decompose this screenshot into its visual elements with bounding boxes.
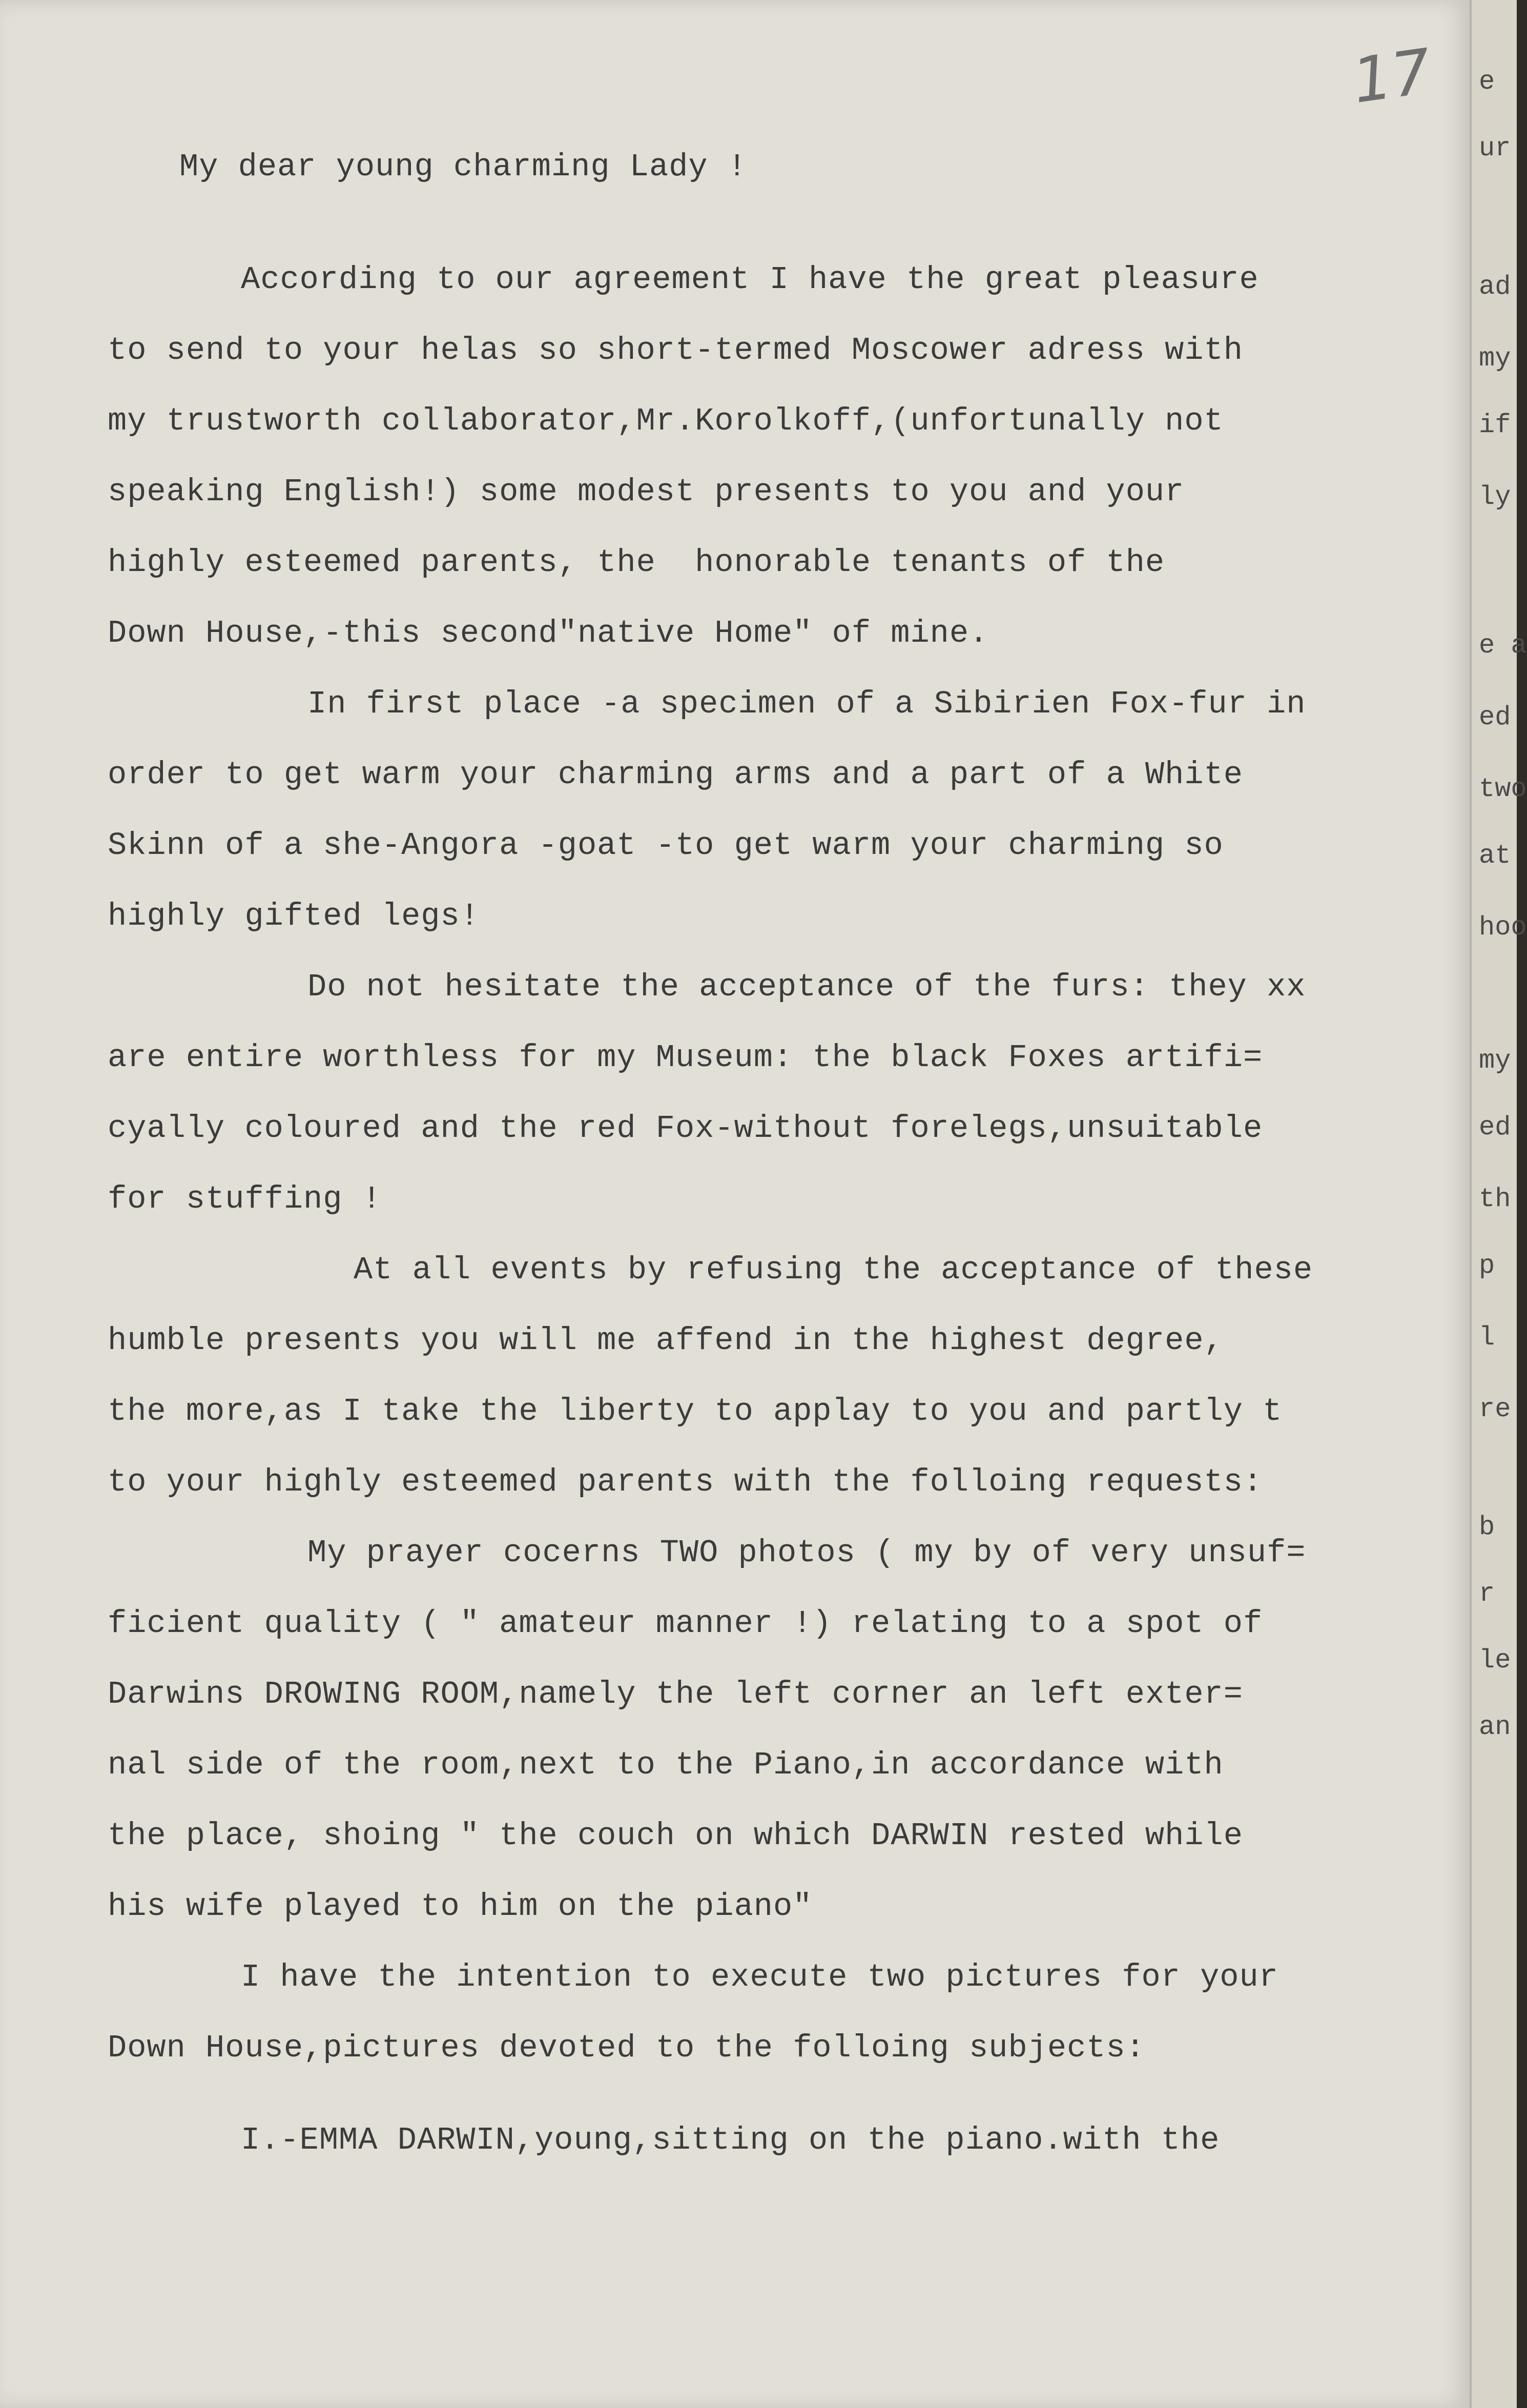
letter-line: Skinn of a she-Angora -goat -to get warm your charming so bbox=[108, 827, 1224, 864]
margin-fragment: re bbox=[1479, 1394, 1511, 1424]
letter-line: I.-EMMA DARWIN,young,sitting on the piano.with the bbox=[241, 2122, 1220, 2158]
margin-fragment: an bbox=[1479, 1712, 1511, 1742]
letter-line: Darwins DROWING ROOM,namely the left corner an left exter= bbox=[108, 1676, 1243, 1712]
margin-fragment: ur bbox=[1479, 133, 1511, 164]
letter-line: My prayer cocerns TWO photos ( my by of very unsuf= bbox=[307, 1535, 1306, 1571]
margin-fragment: r bbox=[1479, 1579, 1495, 1609]
letter-line: cyally coloured and the red Fox-without forelegs,unsuitable bbox=[108, 1110, 1263, 1147]
letter-line: In first place -a specimen of a Sibirien Fox-fur in bbox=[307, 686, 1306, 722]
letter-line: nal side of the room,next to the Piano,in accordance with bbox=[108, 1747, 1224, 1783]
margin-fragment: my bbox=[1479, 1046, 1511, 1076]
letter-greeting: My dear young charming Lady ! bbox=[179, 149, 747, 185]
letter-line: highly gifted legs! bbox=[108, 898, 480, 934]
margin-fragment: b bbox=[1479, 1512, 1495, 1542]
letter-line: Down House,pictures devoted to the folloing subjects: bbox=[108, 2030, 1145, 2066]
margin-fragment: p bbox=[1479, 1251, 1495, 1281]
letter-line: ficient quality ( " amateur manner !) relating to a spot of bbox=[108, 1605, 1263, 1642]
letter-line: speaking English!) some modest presents to you and your bbox=[108, 474, 1185, 510]
margin-fragment: e a bbox=[1479, 630, 1527, 661]
letter-line: to send to your helas so short-termed Moscower adress with bbox=[108, 332, 1243, 369]
letter-line: the more,as I take the liberty to applay to you and partly t bbox=[108, 1393, 1283, 1430]
letter-line: At all events by refusing the acceptance of these bbox=[354, 1252, 1313, 1288]
letter-line: Down House,-this second"native Home" of mine. bbox=[108, 615, 989, 651]
margin-fragment: two bbox=[1479, 774, 1527, 804]
margin-fragment: ed bbox=[1479, 702, 1511, 732]
letter-line: my trustworth collaborator,Mr.Korolkoff,(unfortunally not bbox=[108, 403, 1224, 439]
margin-fragment: th bbox=[1479, 1184, 1511, 1214]
letter-line: for stuffing ! bbox=[108, 1181, 382, 1217]
letter-line: I have the intention to execute two pictures for your bbox=[241, 1959, 1278, 1995]
letter-line: his wife played to him on the piano" bbox=[108, 1888, 813, 1925]
letter-line: humble presents you will me affend in the highest degree, bbox=[108, 1322, 1224, 1359]
letter-line: to your highly esteemed parents with the folloing requests: bbox=[108, 1464, 1263, 1500]
margin-fragment: e bbox=[1479, 67, 1495, 97]
margin-fragment: ad bbox=[1479, 272, 1511, 302]
letter-line: Do not hesitate the acceptance of the furs: they xx bbox=[307, 969, 1306, 1005]
letter-line: the place, shoing " the couch on which DARWIN rested while bbox=[108, 1818, 1243, 1854]
margin-fragment: if bbox=[1479, 410, 1511, 440]
margin-fragment: l bbox=[1479, 1322, 1495, 1353]
folio-number: 17 bbox=[1348, 36, 1436, 117]
letter-line: are entire worthless for my Museum: the black Foxes artifi= bbox=[108, 1039, 1263, 1076]
margin-fragment: ed bbox=[1479, 1112, 1511, 1142]
margin-fragment: at bbox=[1479, 841, 1511, 871]
margin-fragment: ly bbox=[1479, 482, 1511, 512]
underlying-page-edge bbox=[1470, 0, 1527, 2408]
margin-fragment: hoo bbox=[1479, 912, 1527, 943]
letter-line: highly esteemed parents, the honorable tenants of the bbox=[108, 544, 1165, 581]
margin-fragment: le bbox=[1479, 1645, 1511, 1676]
margin-fragment: my bbox=[1479, 343, 1511, 374]
letter-line: According to our agreement I have the great pleasure bbox=[241, 261, 1259, 298]
letter-line: order to get warm your charming arms and a part of a White bbox=[108, 757, 1243, 793]
